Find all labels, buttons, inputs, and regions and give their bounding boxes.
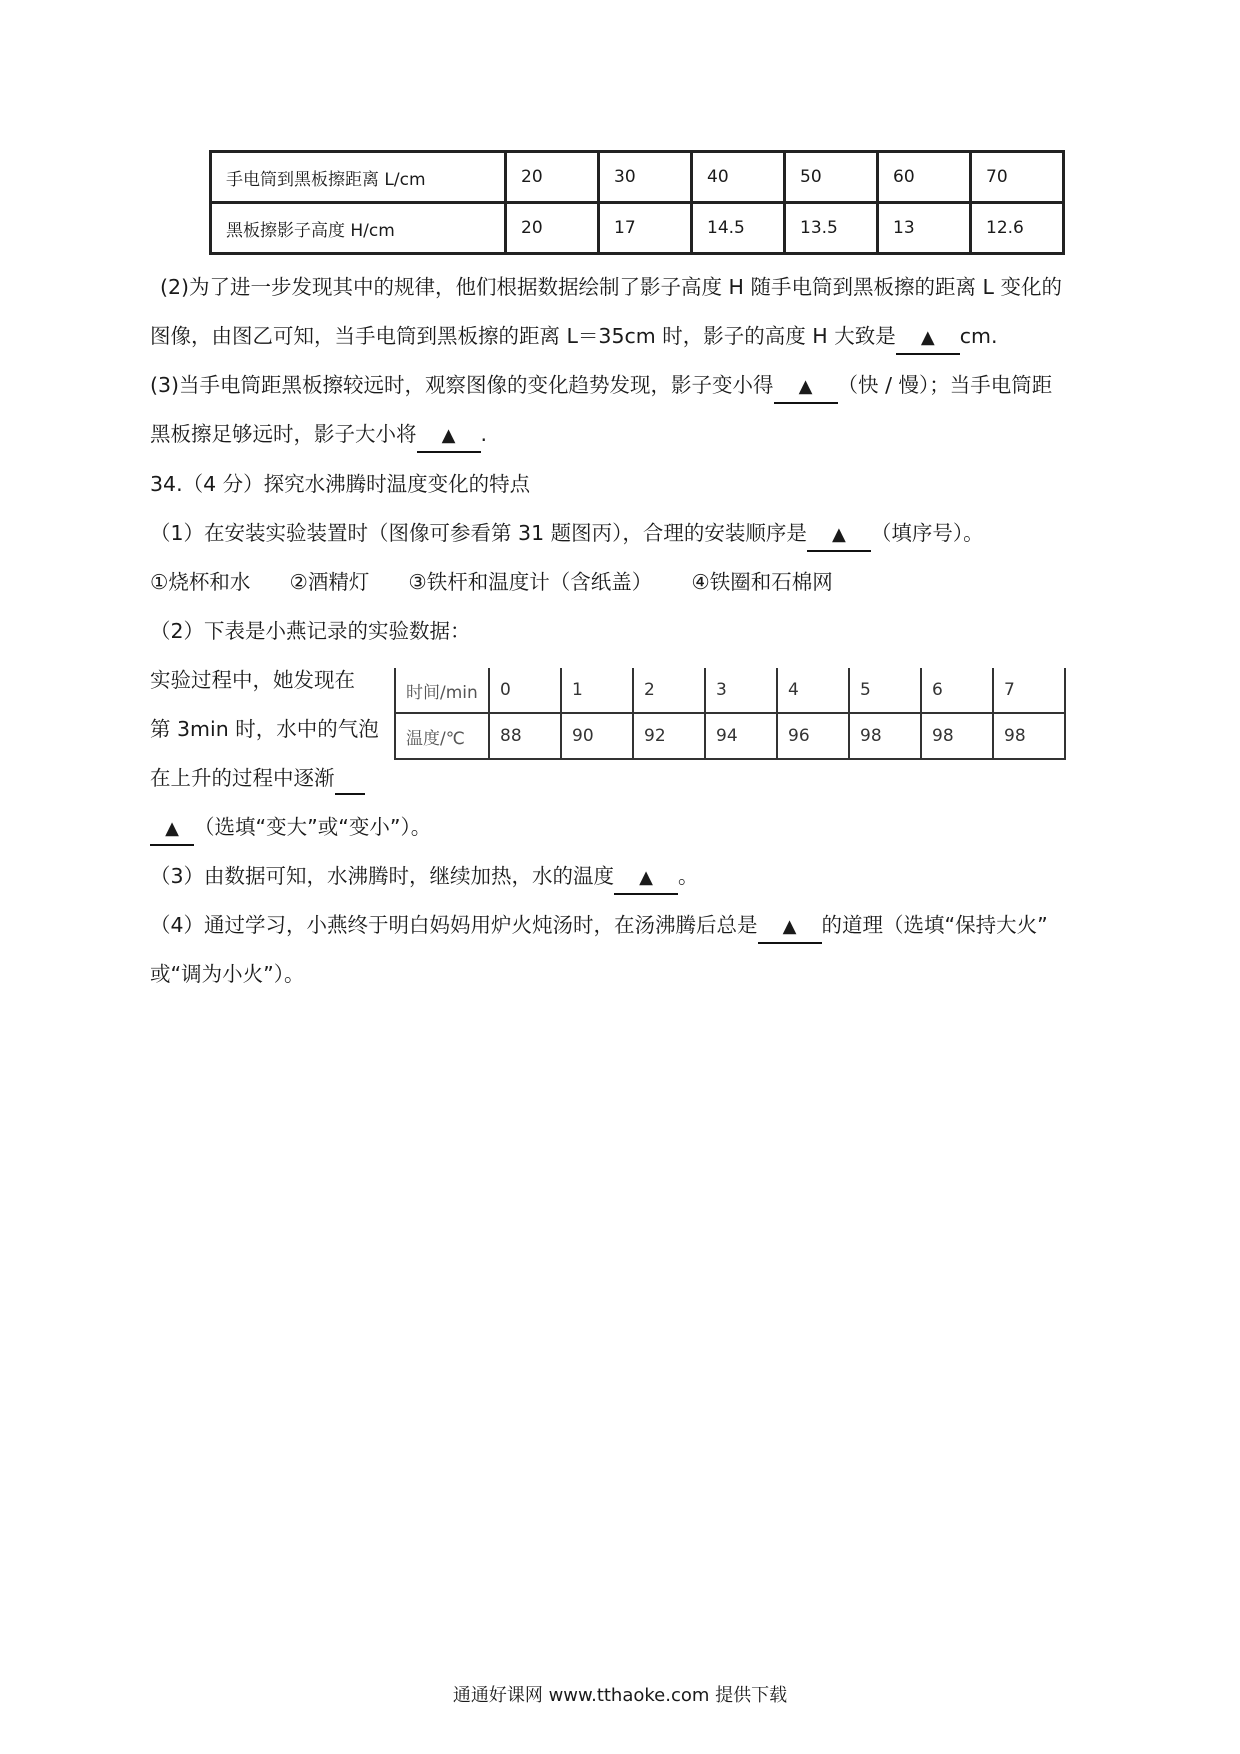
table-row <box>211 152 1064 203</box>
table-cell: 60 <box>878 152 971 203</box>
footer-credit: 通通好课网 www.tthaoke.com 提供下载 <box>452 1685 788 1706</box>
table-cell: 98 <box>993 713 1065 759</box>
option-4: ④铁圈和石棉网 <box>691 570 833 594</box>
triangle-icon: ▲ <box>441 425 456 446</box>
table-cell: 88 <box>489 713 561 759</box>
table-cell: 4 <box>777 668 849 713</box>
question-34-part-3 <box>150 861 699 895</box>
question-3-text: (3)当手电筒距黑板擦较远时，观察图像的变化趋势发现，影子变小得 <box>150 373 774 397</box>
answer-blank[interactable] <box>774 370 838 404</box>
table-cell: 7 <box>993 668 1065 713</box>
table-cell: 20 <box>506 203 599 254</box>
part-1-text: （1）在安装实验装置时（图像可参看第 31 题图丙），合理的安装顺序是 <box>150 521 807 545</box>
triangle-icon: ▲ <box>639 867 653 888</box>
part-1-hint: （填序号）。 <box>870 521 984 545</box>
table-cell: 13 <box>878 203 971 254</box>
part-4-choice: 的道理（选填“保持大火” <box>821 913 1048 937</box>
period: . <box>480 422 488 446</box>
table-cell: 14.5 <box>692 203 785 254</box>
table-row <box>395 668 1065 713</box>
table-cell: 3 <box>705 668 777 713</box>
question-3-line-1 <box>150 370 1052 404</box>
table-row <box>395 713 1065 759</box>
side-text-2: 第 3min 时，水中的气泡 <box>150 717 379 741</box>
answer-blank[interactable] <box>614 861 678 895</box>
question-2-line-2 <box>150 321 998 355</box>
question-34-part-4-cont: 或“调为小火”）。 <box>150 962 305 986</box>
table-cell: 98 <box>849 713 921 759</box>
table-cell: 12.6 <box>971 203 1064 254</box>
question-34-title: 34.（4 分）探究水沸腾时温度变化的特点 <box>150 472 531 496</box>
table-cell: 40 <box>692 152 785 203</box>
triangle-icon: ▲ <box>920 327 935 348</box>
table-cell: 0 <box>489 668 561 713</box>
option-2: ②酒精灯 <box>289 570 370 594</box>
options-line <box>150 567 833 597</box>
triangle-icon: ▲ <box>832 524 846 545</box>
triangle-icon: ▲ <box>782 916 797 937</box>
option-1: ①烧杯和水 <box>150 570 251 594</box>
table-cell: 98 <box>921 713 993 759</box>
question-3-text-2: 黑板擦足够远时，影子大小将 <box>150 422 417 446</box>
side-text-3 <box>150 763 365 795</box>
answer-blank[interactable] <box>417 419 481 453</box>
side-text-4-content: （选填“变大”或“变小”）。 <box>194 815 432 839</box>
table-cell: 70 <box>971 152 1064 203</box>
side-text-3-content: 在上升的过程中逐渐 <box>150 766 335 790</box>
part-3-text: （3）由数据可知，水沸腾时，继续加热，水的温度 <box>150 864 615 888</box>
side-text-1: 实验过程中，她发现在 <box>150 668 355 692</box>
answer-blank[interactable] <box>807 518 871 552</box>
answer-blank[interactable] <box>150 812 194 846</box>
table-cell: 92 <box>633 713 705 759</box>
answer-blank[interactable] <box>896 321 960 355</box>
triangle-icon: ▲ <box>165 818 179 839</box>
question-34-part-2: （2）下表是小燕记录的实验数据： <box>150 619 471 643</box>
option-3: ③铁杆和温度计（含纸盖） <box>408 570 653 594</box>
time-temperature-table <box>394 668 1066 760</box>
part-4-text: （4）通过学习，小燕终于明白妈妈用炉火炖汤时，在汤沸腾后总是 <box>150 913 758 937</box>
question-2-line-1: (2)为了进一步发现其中的规律，他们根据数据绘制了影子高度 H 随手电筒到黑板擦的距离 L 变化的 <box>160 275 1062 299</box>
table-cell: 94 <box>705 713 777 759</box>
distance-shadow-table <box>209 150 1065 255</box>
table-cell: 20 <box>506 152 599 203</box>
period: 。 <box>678 864 699 888</box>
table-cell: 90 <box>561 713 633 759</box>
table-cell: 30 <box>599 152 692 203</box>
table-cell: 13.5 <box>785 203 878 254</box>
answer-blank-start[interactable] <box>335 763 365 795</box>
answer-blank[interactable] <box>758 910 822 944</box>
side-text-4 <box>150 812 431 846</box>
table-cell: 5 <box>849 668 921 713</box>
question-3-line-2 <box>150 419 487 453</box>
table-cell: 17 <box>599 203 692 254</box>
question-2-text: 图像，由图乙可知，当手电筒到黑板擦的距离 L＝35cm 时，影子的高度 H 大致是 <box>150 324 896 348</box>
table-cell: 50 <box>785 152 878 203</box>
table-cell: 96 <box>777 713 849 759</box>
triangle-icon: ▲ <box>798 376 813 397</box>
table-header-cell: 手电筒到黑板擦距离 L/cm <box>211 152 506 203</box>
question-34-part-1 <box>150 518 984 552</box>
table-cell: 6 <box>921 668 993 713</box>
question-2-unit: cm. <box>959 324 998 348</box>
table-header-cell: 时间/min <box>395 668 489 713</box>
question-3-choice: （快 / 慢）；当手电筒距 <box>837 373 1053 397</box>
table-cell: 2 <box>633 668 705 713</box>
table-cell: 1 <box>561 668 633 713</box>
table-header-cell: 温度/℃ <box>395 713 489 759</box>
question-34-part-4 <box>150 910 1048 944</box>
table-header-cell: 黑板擦影子高度 H/cm <box>211 203 506 254</box>
table-row <box>211 203 1064 254</box>
